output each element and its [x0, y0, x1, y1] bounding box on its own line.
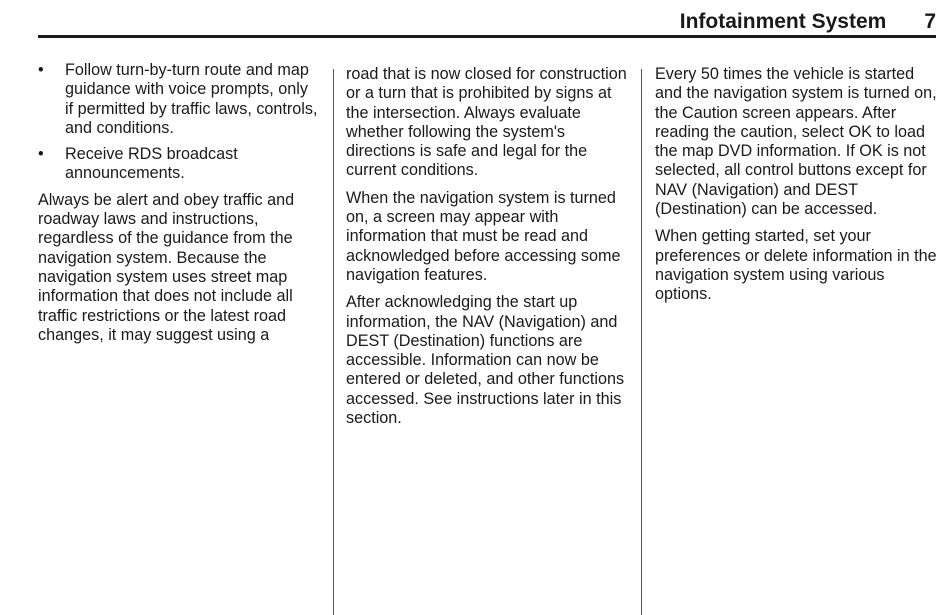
- body-paragraph: Every 50 times the vehicle is started and the navigation system is turned on, the Caution screen appears. After reading the caution, select OK to load the map DVD information. If OK is not selected, all control buttons except for NAV (Navigation) and DEST (Destination) can be accessed.: [655, 65, 937, 219]
- page-number: 7: [924, 10, 936, 33]
- bullet-text: Follow turn-by-turn route and map guidance with voice prompts, only if permitted by traffic laws, controls, and conditions.: [65, 61, 318, 137]
- body-paragraph: When the navigation system is turned on, a screen may appear with information that must be read and acknowledged before accessing some navigation features.: [346, 188, 621, 284]
- body-paragraph: After acknowledging the start up information, the NAV (Navigation) and DEST (Destination) functions are accessible. Information can now be entered or deleted, and other functions accessed. See instructions later in this section.: [346, 293, 625, 428]
- bullet-item: [38, 145, 320, 184]
- bullet-text: Receive RDS broadcast announcements.: [65, 145, 238, 183]
- column-divider: [641, 69, 642, 615]
- body-paragraph: road that is now closed for construction or a turn that is prohibited by signs at the intersection. Always evaluate whether following the system's directions is safe and legal for the current conditions.: [346, 65, 627, 180]
- column-divider: [333, 69, 334, 615]
- header-rule: [38, 35, 936, 38]
- section-title: Infotainment System: [679, 10, 887, 33]
- text-column-3: [655, 65, 940, 313]
- bullet-icon: •: [38, 61, 44, 79]
- text-column-1: [38, 61, 320, 353]
- bullet-icon: •: [38, 145, 44, 164]
- text-column-2: [346, 65, 632, 436]
- page-header: [680, 8, 936, 36]
- bullet-list: [38, 61, 320, 184]
- body-paragraph: When getting started, set your preferences or delete information in the navigation system using various options.: [655, 227, 937, 304]
- body-paragraph: Always be alert and obey traffic and roadway laws and instructions, regardless of the guidance from the navigation system. Because the navigation system uses street map information that does not include all traffic restrictions or the latest road changes, it may suggest using a: [38, 190, 295, 344]
- bullet-item: [38, 61, 320, 138]
